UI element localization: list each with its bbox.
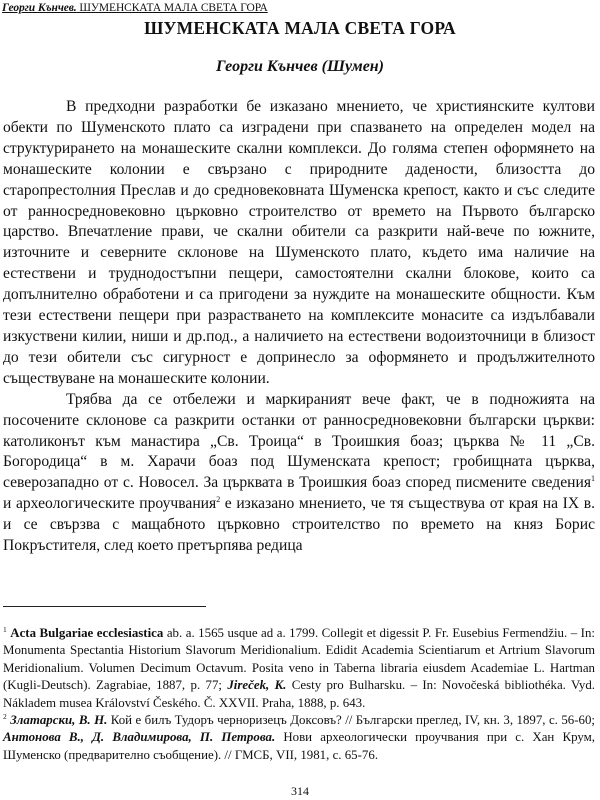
paragraph-2-text-a: Трябва да се отбележи и маркираният вече факт, че в подножията на посочените склонове са разкрити останки от ранносредновековни български църкви: католиконът към манастира „Св. Троица“ в Троишкия боаз; църква № 11 „Св. Богородица“ в м. Харачи боаз под Шуменската крепост; гробищната църква, северозападно от с. Новосел. За църквата в Троишкия боаз според писмените сведения: [3, 390, 595, 492]
footnote-1-marker: 1: [3, 625, 7, 634]
article-body: [3, 97, 595, 557]
footnote-ref-2[interactable]: 2: [216, 495, 221, 505]
footnote-1-author: Jireček, K.: [227, 678, 287, 693]
paragraph-2-text-c: е изказано мнението, че тя съществува от края на IX в. и се свързва с мащабното църковно строителство по времето на княз Борис Покръстителя, след което претърпява редица: [3, 495, 595, 555]
paragraph-1: В предходни разработки бе изказано мнението, че християнските култови обекти по Шуменското плато са изградени при спазването на определен модел на структурирането на монашеските скални комплекси. До голяма степен оформянето на монашеските колонии е свързано с природните дадености, близостта до старопрестолния Преслав и до средновековната Шуменска крепост, както и със следите от ранносредновековно църковно строителство от времето на Първото българско царство. Впечатление прави, че скални обители са разкрити най-вече по южните, източните и северните склонове на Шуменското плато, където има наличие на естествени и труднодостъпни пещери, самостоятелни скални блокове, които са допълнително обработени и са пригодени за нуждите на монашеските общности. Към тези естествени пещери при разрастването на комплексите монасите са издълбавали изкуствени килии, ниши и др.под., а наличието на естествени водоизточници в близост до тези обители със сигурност е допринесло за оформянето и продължителното съществуване на монашеските колонии.: [3, 98, 595, 387]
footnote-2-text-b: Нови археологически проучвания при с. Хан Крум, Шуменско (предварително съобщение). // ГМСБ, VII, 1981, с. 65-76.: [3, 730, 595, 762]
footnotes: [3, 625, 595, 764]
article-title: ШУМЕНСКАТА МАЛА СВЕТА ГОРА: [144, 18, 456, 38]
footnote-2: [3, 712, 595, 764]
footnote-2-marker: 2: [3, 712, 7, 722]
footnote-1-text-a: ab. a. 1565 usque ad a. 1799. Collegit et digessit P. Fr. Eusebius Fermendžiu. – In: Monumenta Spectantia Historium Slavorum Meridionalium. Edidit Academia Scientiarum et Artrium Slavorum Meridionalium. Volumen Decimum Octavum. Posita veno in Taberna libraria eiusdem Academiae L. Hartman (Kugli-Deutsch). Zagrabiae, 1887, p. 77;: [3, 626, 595, 693]
running-head-title: ШУМЕНСКАТА МАЛА СВЕТА ГОРА: [76, 2, 268, 14]
footnote-1-text-b: Cesty pro Bulharsku. – In: Novočeská bibliothéka. Vyd. Nákladem musea Království Českého. Č. XXVII. Praha, 1888, p. 643.: [3, 678, 596, 710]
running-head-author: Георги Кънчев.: [2, 2, 77, 14]
footnote-2-author-1: Златарски, В. Н.: [10, 713, 108, 728]
running-head: [2, 2, 268, 15]
footnote-2-author-2: Антонова В., Д. Владимирова, П. Петрова.: [3, 730, 276, 745]
footnote-2-text-a: Кой е билъ Тудоръ черноризецъ Доксовъ? // Български преглед, IV, кн. 3, 1897, с. 56-60;: [107, 713, 596, 728]
footnote-1-title: Acta Bulgariae ecclesiastica: [10, 626, 164, 640]
footnote-ref-1[interactable]: 1: [591, 474, 595, 484]
footnote-1: [3, 625, 595, 712]
paragraph-2-text-b: и археологическите проучвания: [3, 495, 217, 513]
article-byline: Георги Кънчев (Шумен): [215, 58, 384, 75]
page-number: 314: [291, 784, 309, 798]
paragraph-2: [3, 390, 595, 557]
footnote-separator: [3, 606, 206, 607]
